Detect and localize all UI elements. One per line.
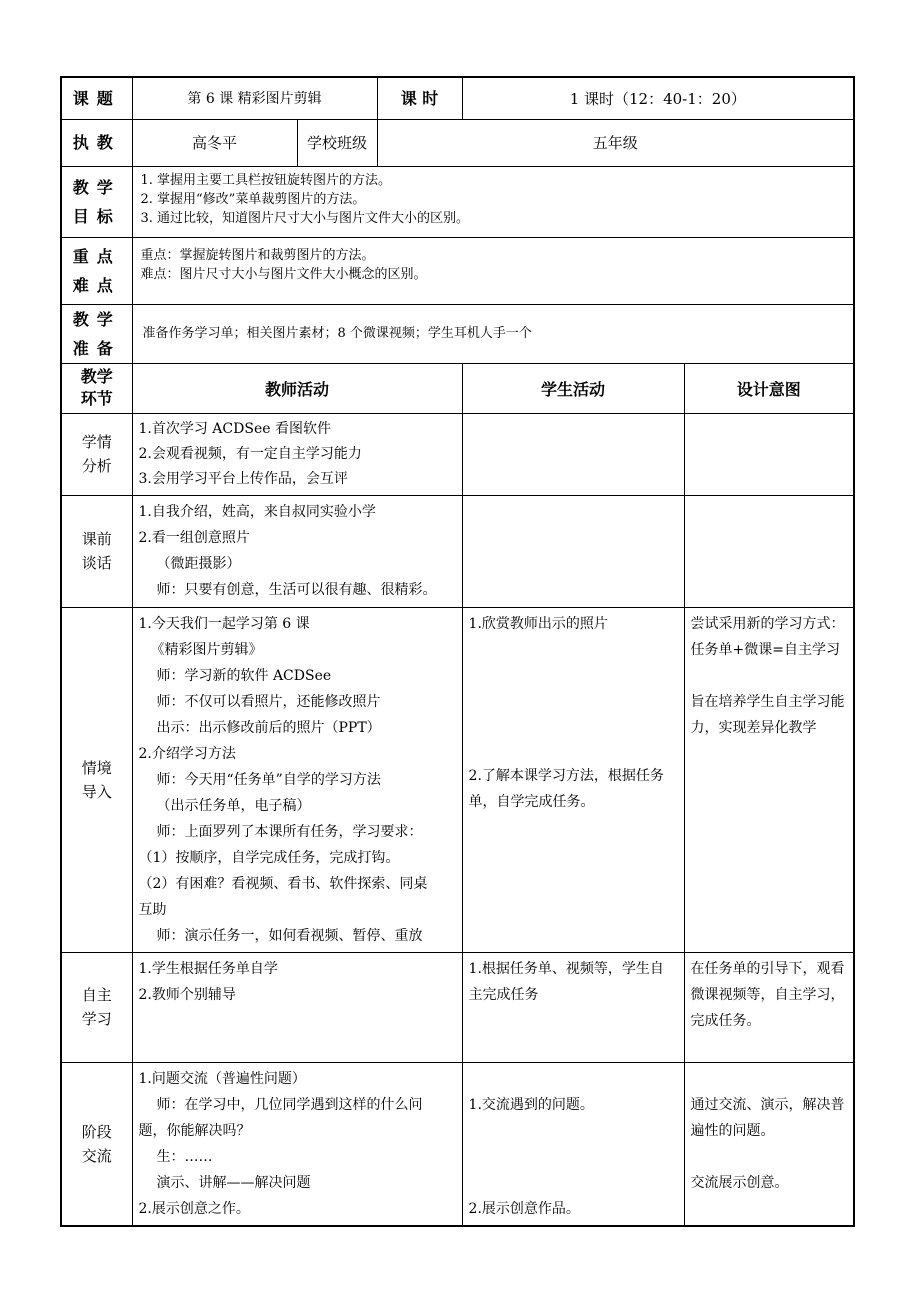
title-label: 课题 <box>61 77 132 119</box>
keypoints-content <box>132 237 854 304</box>
lesson-plan-document <box>60 76 853 1227</box>
teacher-label: 执教 <box>61 119 132 166</box>
design-intent-cell: 在任务单的引导下，观看微课视频等，自主学习， 完成任务。 <box>684 952 854 1062</box>
stage-column-header: 教学 环节 <box>61 363 132 413</box>
student-activity-cell: 1.根据任务单、视频等，学生自主完成任务 <box>462 952 684 1062</box>
stage-label: 课前 谈话 <box>61 495 132 607</box>
objectives-content <box>132 166 854 237</box>
keypoint-item: 重点：掌握旋转图片和裁剪图片的方法。 <box>140 247 375 263</box>
stage-label: 阶段 交流 <box>61 1062 132 1226</box>
table-row <box>61 952 854 1062</box>
class-label: 学校班级 <box>297 119 377 166</box>
teacher-value: 高冬平 <box>132 119 297 166</box>
teacher-activity-header: 教师活动 <box>132 363 462 413</box>
teacher-activity-cell: 1.问题交流（普遍性问题） 师：在学习中，几位同学遇到这样的什么问 题，你能解决吗？ 生：…… 演示、讲解——解决问题 2.展示创意之作。 <box>132 1062 462 1226</box>
table-row <box>61 607 854 952</box>
title-row <box>61 77 854 119</box>
student-activity-cell <box>462 413 684 495</box>
student-activity-header: 学生活动 <box>462 363 684 413</box>
teacher-activity-cell: 1.首次学习 ACDSee 看图软件 2.会观看视频，有一定自主学习能力 3.会用学习平台上传作品，会互评 <box>132 413 462 495</box>
class-value: 五年级 <box>377 119 854 166</box>
period-value: 1 课时（12：40-1：20） <box>462 77 854 119</box>
preparation-content: 准备作务学习单；相关图片素材；8 个微课视频；学生耳机人手一个 <box>132 304 854 363</box>
table-row <box>61 413 854 495</box>
teacher-activity-cell: 1.学生根据任务单自学 2.教师个别辅导 <box>132 952 462 1062</box>
student-activity-cell: 1.欣赏教师出示的照片 2.了解本课学习方法，根据任务单，自学完成任务。 <box>462 607 684 952</box>
table-row <box>61 495 854 607</box>
design-intent-cell <box>684 413 854 495</box>
keypoints-label: 重点 难点 <box>61 237 132 304</box>
preparation-row <box>61 304 854 363</box>
stage-label: 学情 分析 <box>61 413 132 495</box>
student-activity-cell <box>462 495 684 607</box>
objectives-row <box>61 166 854 237</box>
student-activity-cell: 1.交流遇到的问题。 2.展示创意作品。 <box>462 1062 684 1226</box>
objective-item: 2. 掌握用“修改”菜单裁剪图片的方法。 <box>140 191 366 207</box>
period-label: 课 时 <box>377 77 462 119</box>
preparation-label: 教学 准备 <box>61 304 132 363</box>
stage-label: 自主 学习 <box>61 952 132 1062</box>
column-header-row <box>61 363 854 413</box>
teacher-row <box>61 119 854 166</box>
teacher-activity-cell: 1.今天我们一起学习第 6 课 《精彩图片剪辑》 师：学习新的软件 ACDSee 师：不仅可以看照片，还能修改照片 出示：出示修改前后的照片（PPT） 2.介绍学习方法 师：今天用“任务单”自学的学习方法 （出示任务单，电子稿） 师：上面罗列了本课所有任务，学习要求： （1）按顺序，自学完成任务，完成打钩。 （2）有困难？看视频、看书、软件探索、同桌 互助 师：演示任务一，如何看视频、暂停、重放 <box>132 607 462 952</box>
design-intent-cell <box>684 495 854 607</box>
title-value: 第 6 课 精彩图片剪辑 <box>132 77 377 119</box>
objective-item: 3. 通过比较，知道图片尺寸大小与图片文件大小的区别。 <box>140 210 470 226</box>
objectives-label: 教学 目标 <box>61 166 132 237</box>
stage-label: 情境 导入 <box>61 607 132 952</box>
design-intent-header: 设计意图 <box>684 363 854 413</box>
keypoint-item: 难点：图片尺寸大小与图片文件大小概念的区别。 <box>140 266 427 282</box>
keypoints-row <box>61 237 854 304</box>
design-intent-cell: 通过交流、演示，解决普遍性的问题。 交流展示创意。 <box>684 1062 854 1226</box>
objective-item: 1. 掌握用主要工具栏按钮旋转图片的方法。 <box>140 172 392 188</box>
lesson-plan-table <box>60 76 855 1227</box>
design-intent-cell: 尝试采用新的学习方式：任务单+微课=自主学习 旨在培养学生自主学习能力，实现差异化教学 <box>684 607 854 952</box>
table-row <box>61 1062 854 1226</box>
teacher-activity-cell: 1.自我介绍，姓高，来自叔同实验小学 2.看一组创意照片 （微距摄影） 师：只要有创意，生活可以很有趣、很精彩。 <box>132 495 462 607</box>
